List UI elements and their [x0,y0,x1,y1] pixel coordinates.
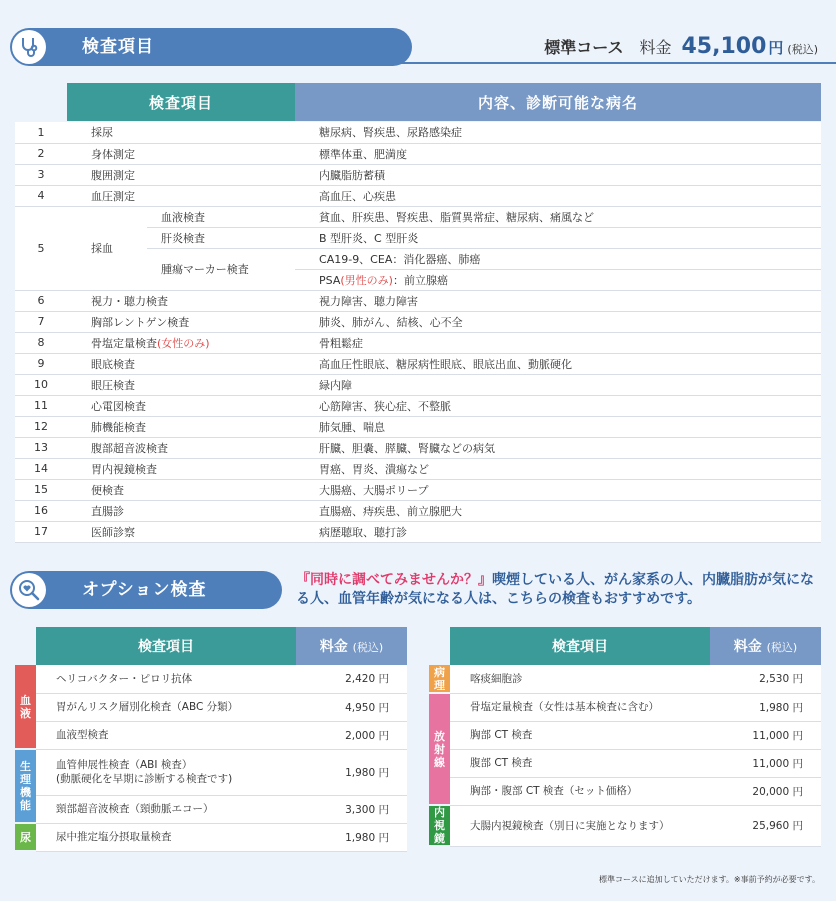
table-row [429,693,821,721]
exam-name [67,521,295,542]
footnote: 標準コースに追加していただけます。※事前予約が必要です。 [598,875,820,884]
option-fee: 1,980 円 [296,823,407,851]
table-row [15,353,821,374]
header-spacer [429,627,450,665]
row-number: 15 [15,479,67,500]
exam-description: 高血圧性眼底、糖尿病性眼底、眼底出血、動脈硬化 [295,353,821,374]
category-char: 尿 [20,830,31,844]
option-exam-text: ヘリコバクター・ピロリ抗体 [56,672,193,685]
exam-description: 胃癌、胃炎、潰瘍など [295,458,821,479]
exam-name [67,311,295,332]
table-row [15,395,821,416]
option-exam-name [450,693,710,721]
row-number: 1 [15,122,67,143]
table-row [429,749,821,777]
table-row [15,311,821,332]
option-exam-text: 頸部超音波検査（頸動脈エコー） [56,803,214,815]
option-fee: 2,000 円 [296,721,407,749]
exam-description: 標準体重、肥満度 [295,143,821,164]
exam-description: 糖尿病、腎疾患、尿路感染症 [295,122,821,143]
category-char: 機 [20,786,31,799]
sub-exam-name: 血液検査 [147,206,295,227]
exam-name [67,395,295,416]
row-number: 17 [15,521,67,542]
category-char: 射 [434,742,445,756]
price-value: 45,100 [681,34,767,59]
option-exam-name [36,795,296,823]
table-row [429,721,821,749]
table-row [15,665,407,693]
option-exam-name [36,721,296,749]
exam-name [67,479,295,500]
option-exam-name [36,693,296,721]
exam-name-text: 胃内視鏡検査 [91,462,157,476]
table-row [15,416,821,437]
option-exam-text: 大腸内視鏡検査（別日に実施となります） [470,819,670,832]
table-row [15,749,407,795]
table-row [15,164,821,185]
option-exam-text: 腹部 CT 検査 [470,757,533,769]
row-number: 11 [15,395,67,416]
row-number: 8 [15,332,67,353]
option-table-right [429,627,821,847]
psa-label: PSA [319,273,341,287]
table-row [15,795,407,823]
option-exam-text: 胸部・腹部 CT 検査（セット価格） [470,785,638,797]
header-description: 内容、診断可能な病名 [295,83,821,121]
exam-description [295,269,821,290]
option-exam-text: 胃がんリスク層別化検査（ABC 分類） [56,701,239,713]
price-label: 料金 [639,38,672,57]
category-char: 生 [20,760,31,773]
search-heart-icon [12,573,46,607]
table-row [15,721,407,749]
table-row [15,332,821,353]
course-name: 標準コース [544,38,624,57]
exam-description: B 型肝炎、C 型肝炎 [295,227,821,248]
section-title: オプション検査 [82,580,207,600]
table-row [15,500,821,521]
sub-exam-name: 肝炎検査 [147,227,295,248]
exam-name [67,458,295,479]
stethoscope-icon [12,30,46,64]
option-exam-name [450,805,710,846]
table-row [15,437,821,458]
row-number: 6 [15,290,67,311]
header-fee [710,627,821,665]
row-number: 12 [15,416,67,437]
psa-note: (男性のみ) [340,273,393,287]
exam-name-text: 肺機能検査 [91,420,146,434]
row-number: 13 [15,437,67,458]
row-number: 9 [15,353,67,374]
category-char: 病 [434,665,445,679]
table-row [15,823,407,851]
row-number: 14 [15,458,67,479]
header-fee [296,627,407,665]
table-row [15,374,821,395]
row-number: 16 [15,500,67,521]
price-currency: 円 [768,39,784,57]
exam-name [67,143,295,164]
section-header-exam-items [10,28,412,66]
header-spacer [15,627,36,665]
option-fee: 3,300 円 [296,795,407,823]
exam-description: 大腸癌、大腸ポリープ [295,479,821,500]
table-row [15,290,821,311]
table-row [15,521,821,542]
table-row [15,458,821,479]
exam-description: 内臓脂肪蓄積 [295,164,821,185]
exam-description: 直腸癌、痔疾患、前立腺肥大 [295,500,821,521]
category-char: 理 [20,773,31,786]
exam-name-text: 眼底検査 [91,357,135,371]
table-row [15,206,821,227]
exam-description: 骨粗鬆症 [295,332,821,353]
table-row [15,122,821,143]
option-fee: 1,980 円 [710,693,821,721]
option-exam-name [450,665,710,693]
category-char: 液 [20,706,31,720]
header-exam-item: 検査項目 [36,627,296,665]
exam-name [67,164,295,185]
category-char: 理 [434,678,445,692]
option-fee: 11,000 円 [710,721,821,749]
option-fee: 20,000 円 [710,777,821,805]
option-exam-text: 血液型検査 [56,729,109,741]
option-exam-name [450,749,710,777]
option-fee: 4,950 円 [296,693,407,721]
option-message-text: 喫煙している人、がん家系の人、内臓脂肪が気になる人、血管年齢が気になる人は、こちらの検査もおすすめです。 [296,572,814,607]
exam-description: 視力障害、聴力障害 [295,290,821,311]
option-exam-name [450,777,710,805]
exam-items-table [15,83,821,543]
table-row [15,185,821,206]
sub-exam-name: 腫瘍マーカー検査 [147,248,295,290]
table-row [15,479,821,500]
exam-name-text: 医師診察 [91,525,135,539]
category-label [15,665,36,749]
exam-description: 心筋障害、狭心症、不整脈 [295,395,821,416]
row-number: 3 [15,164,67,185]
exam-name [67,500,295,521]
price-tax-note: (税込) [787,43,818,56]
option-fee: 2,420 円 [296,665,407,693]
exam-name [67,416,295,437]
option-fee: 11,000 円 [710,749,821,777]
exam-description: 肝臓、胆嚢、膵臓、腎臓などの病気 [295,437,821,458]
exam-name-text: 腹部超音波検査 [91,441,168,455]
section-title: 検査項目 [82,37,154,57]
exam-name [67,353,295,374]
header-spacer [15,83,67,121]
exam-name [67,332,295,353]
category-label [429,805,450,846]
exam-description: 緑内障 [295,374,821,395]
exam-name [67,437,295,458]
category-char: 血 [20,693,31,707]
exam-name-text: 骨塩定量検査 [91,336,157,350]
course-price [544,34,818,59]
table-row [429,777,821,805]
header-exam-item: 検査項目 [450,627,710,665]
category-char: 鏡 [434,832,445,845]
category-char: 放 [434,729,445,743]
category-label [429,693,450,805]
header-fee-label: 料金 [733,639,762,655]
option-message-quote: 『同時に調べてみませんか？』 [296,572,492,588]
exam-name-text: 眼圧検査 [91,378,135,392]
exam-name: 採血 [67,206,147,290]
exam-name-text: 直腸診 [91,504,124,518]
category-label [15,749,36,823]
option-exam-text: 尿中推定塩分摂取量検査 [56,831,172,843]
option-exam-text: 血管伸展性検査（ABI 検査） [56,759,193,771]
exam-description: 貧血、肝疾患、腎疾患、脂質異常症、糖尿病、痛風など [295,206,821,227]
exam-name [67,290,295,311]
exam-description: 高血圧、心疾患 [295,185,821,206]
exam-name-text: 心電図検査 [91,399,146,413]
header-fee-tax: (税込) [766,641,798,654]
header-exam-item: 検査項目 [67,83,295,121]
category-char: 能 [20,799,31,812]
category-char: 視 [434,819,445,832]
exam-name-text: 腹囲測定 [91,168,135,182]
option-exam-text: 骨塩定量検査（女性は基本検査に含む） [470,701,659,713]
table-row [429,805,821,846]
option-table-left [15,627,407,852]
option-exam-text: 胸部 CT 検査 [470,729,533,741]
exam-name-text: 便検査 [91,483,124,497]
section-header-options [10,571,282,609]
table-row [15,693,407,721]
option-exam-name [36,823,296,851]
psa-desc: ：前立腺癌 [392,273,448,287]
exam-name-text: 血圧測定 [91,189,135,203]
row-number: 5 [15,206,67,290]
exam-name [67,122,295,143]
category-char: 内 [434,806,445,819]
row-number: 4 [15,185,67,206]
row-number: 7 [15,311,67,332]
exam-name-text: 採尿 [91,126,113,140]
exam-name-text: 身体測定 [91,147,135,161]
header-divider [300,62,836,64]
option-fee: 1,980 円 [296,749,407,795]
option-message [296,571,826,609]
table-row [429,665,821,693]
header-fee-tax: (税込) [352,641,384,654]
option-exam-name [36,749,296,795]
row-number: 2 [15,143,67,164]
category-char: 線 [434,755,445,769]
header-fee-label: 料金 [319,639,348,655]
exam-name-text: 視力・聴力検査 [91,294,168,308]
row-number: 10 [15,374,67,395]
exam-description: 肺炎、肺がん、結核、心不全 [295,311,821,332]
option-exam-name [450,721,710,749]
exam-name [67,374,295,395]
category-label [429,665,450,693]
option-fee: 25,960 円 [710,805,821,846]
option-exam-note: (動脈硬化を早期に診断する検査です) [56,773,233,785]
name-note: (女性のみ) [157,336,210,350]
option-exam-name [36,665,296,693]
table-row [15,143,821,164]
option-exam-text: 喀痰細胞診 [470,672,523,685]
option-fee: 2,530 円 [710,665,821,693]
exam-description: 病歴聴取、聴打診 [295,521,821,542]
category-label [15,823,36,851]
exam-description: 肺気腫、喘息 [295,416,821,437]
exam-name-text: 胸部レントゲン検査 [91,315,190,329]
exam-description: CA19-9、CEA：消化器癌、肺癌 [295,248,821,269]
exam-name [67,185,295,206]
